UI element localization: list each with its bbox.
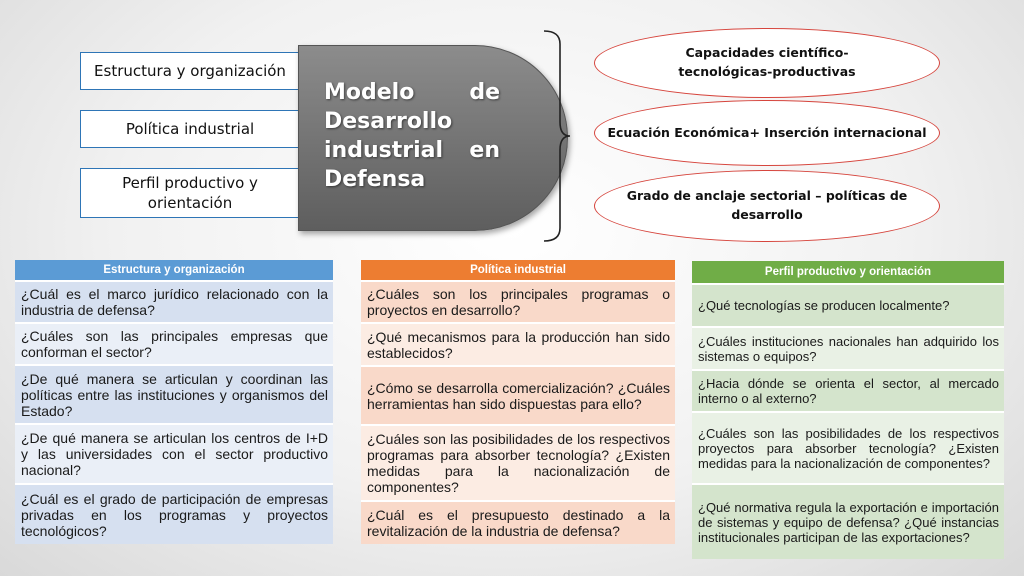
table-row: ¿Cuál es el presupuesto destinado a la revitalización de la industria de defensa? — [361, 500, 675, 544]
table-row: ¿Cuáles son las principales empresas que conforman el sector? — [15, 322, 333, 364]
table-row: ¿Cuáles instituciones nacionales han adquirido los sistemas o equipos? — [692, 326, 1004, 369]
table-row: ¿Qué mecanismos para la producción han sido establecidos? — [361, 322, 675, 365]
table-row: ¿De qué manera se articulan los centros de I+D y las universidades con el sector productivo nacional? — [15, 423, 333, 483]
table-perfil — [692, 261, 1004, 559]
table-row: ¿Cuáles son las posibilidades de los respectivos programas para absorber tecnología? ¿Existen medidas para la nacionalización de componentes? — [361, 424, 675, 500]
ellipse-capacidades: Capacidades científico-tecnológicas-productivas — [594, 28, 940, 98]
table-header: Estructura y organización — [15, 260, 333, 280]
brace-icon — [540, 28, 580, 244]
left-box-politica: Política industrial — [80, 110, 300, 148]
table-row: ¿Hacia dónde se orienta el sector, al mercado interno o al externo? — [692, 369, 1004, 411]
table-row: ¿Cuál es el grado de participación de empresas privadas en los programas y proyectos tecnológicos? — [15, 483, 333, 544]
table-row: ¿Cuáles son las posibilidades de los respectivos proyectos para absorber tecnología? ¿Existen medidas para la nacionalización de componentes? — [692, 411, 1004, 483]
table-row: ¿Cuál es el marco jurídico relacionado con la industria de defensa? — [15, 280, 333, 322]
table-header: Política industrial — [361, 260, 675, 280]
ellipse-anclaje: Grado de anclaje sectorial – políticas de desarrollo — [594, 170, 940, 242]
ellipse-ecuacion: Ecuación Económica+ Inserción internacional — [594, 100, 940, 166]
table-row: ¿Cómo se desarrolla comercialización? ¿Cuáles herramientas han sido dispuestas para ello? — [361, 365, 675, 424]
table-row: ¿Cuáles son los principales programas o proyectos en desarrollo? — [361, 280, 675, 322]
table-header: Perfil productivo y orientación — [692, 261, 1004, 283]
table-row: ¿De qué manera se articulan y coordinan las políticas entre las instituciones y organismos del Estado? — [15, 364, 333, 423]
table-estructura — [15, 260, 333, 544]
left-box-perfil: Perfil productivo y orientación — [80, 168, 300, 218]
table-row: ¿Qué normativa regula la exportación e importación de sistemas y equipo de defensa? ¿Qué instancias institucionales participan de las exportaciones? — [692, 483, 1004, 559]
left-box-estructura: Estructura y organización — [80, 52, 300, 90]
table-row: ¿Qué tecnologías se producen localmente? — [692, 283, 1004, 326]
table-politica — [361, 260, 675, 544]
model-title: Modelo de Desarrollo industrial en Defensa — [324, 80, 500, 192]
